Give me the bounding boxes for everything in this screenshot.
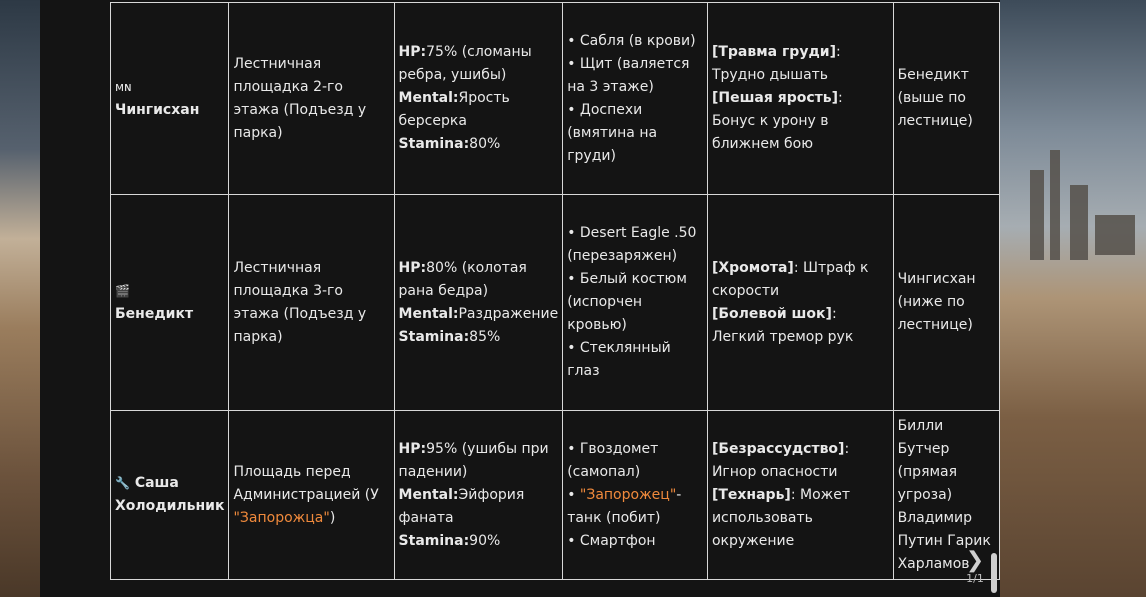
scrollbar-thumb[interactable] — [991, 553, 997, 593]
inventory-item: • "Запорожец"-танк (побит) — [567, 486, 682, 526]
inventory-item: • Смартфон — [567, 532, 656, 549]
inventory-cell — [563, 411, 708, 580]
target-cell: Бенедикт (выше по лестнице) — [893, 3, 999, 195]
target-cell: Чингисхан (ниже по лестнице) — [893, 195, 999, 411]
pager — [955, 550, 995, 594]
chat-panel — [40, 0, 1000, 597]
inventory-item: • Доспехи (вмятина на груди) — [567, 101, 658, 164]
inventory-cell — [563, 195, 708, 411]
status-effects-cell: [Травма груди]: Трудно дышать [Пешая ярость]: Бонус к урону в ближнем бою — [707, 3, 893, 195]
table-row — [111, 411, 1000, 580]
inventory-item: • Щит (валяется на 3 этаже) — [567, 55, 690, 95]
inventory-item: • Стеклянный глаз — [567, 340, 671, 379]
character-name-cell — [111, 195, 229, 411]
chevron-right-icon[interactable]: ❯ — [965, 548, 985, 573]
character-name: Бенедикт — [115, 305, 194, 322]
inventory-item: • Гвоздомет (самопал) — [567, 440, 659, 480]
inventory-item: • Белый костюм (испорчен кровью) — [567, 271, 687, 333]
status-effects-cell: [Хромота]: Штраф к скорости [Болевой шок]: Легкий тремор рук — [707, 195, 893, 411]
location-cell: Лестничная площадка 2-го этажа (Подъезд у парка) — [229, 3, 394, 195]
page-indicator: 1/1 — [966, 572, 984, 585]
character-name-cell — [111, 3, 229, 195]
character-icon: ᴍɴ — [115, 79, 132, 94]
character-name-cell — [111, 411, 229, 580]
background-right — [1000, 0, 1146, 597]
stats-cell: HP:75% (сломаны ребра, ушибы) Mental:Ярость берсерка Stamina:80% — [394, 3, 563, 195]
inventory-item: • Desert Eagle .50 (перезаряжен) — [567, 225, 697, 264]
stats-cell: HP:80% (колотая рана бедра) Mental:Раздражение Stamina:85% — [394, 195, 563, 411]
stats-cell: HP:95% (ушибы при падении) Mental:Эйфория фаната Stamina:90% — [394, 411, 563, 580]
inventory-item: • Сабля (в крови) — [567, 32, 696, 49]
location-cell: Лестничная площадка 3-го этажа (Подъезд у парка) — [229, 195, 394, 411]
character-status-table — [110, 2, 1000, 580]
table-row — [111, 3, 1000, 195]
table-row — [111, 195, 1000, 411]
inventory-cell — [563, 3, 708, 195]
character-name: Чингисхан — [115, 101, 200, 118]
location-highlight: "Запорожца" — [233, 509, 330, 526]
wrench-icon: 🔧 — [115, 476, 130, 490]
target-cell: Билли Бутчер (прямая угроза) Владимир Путин Гарик Харламов — [893, 411, 999, 580]
character-name: Саша Холодильник — [115, 475, 225, 514]
background-left — [0, 0, 40, 597]
clapperboard-icon: 🎬 — [115, 283, 130, 298]
location-cell: Площадь перед Администрацией (У "Запорожца") — [229, 411, 394, 580]
status-effects-cell: [Безрассудство]: Игнор опасности [Технарь]: Может использовать окружение — [707, 411, 893, 580]
